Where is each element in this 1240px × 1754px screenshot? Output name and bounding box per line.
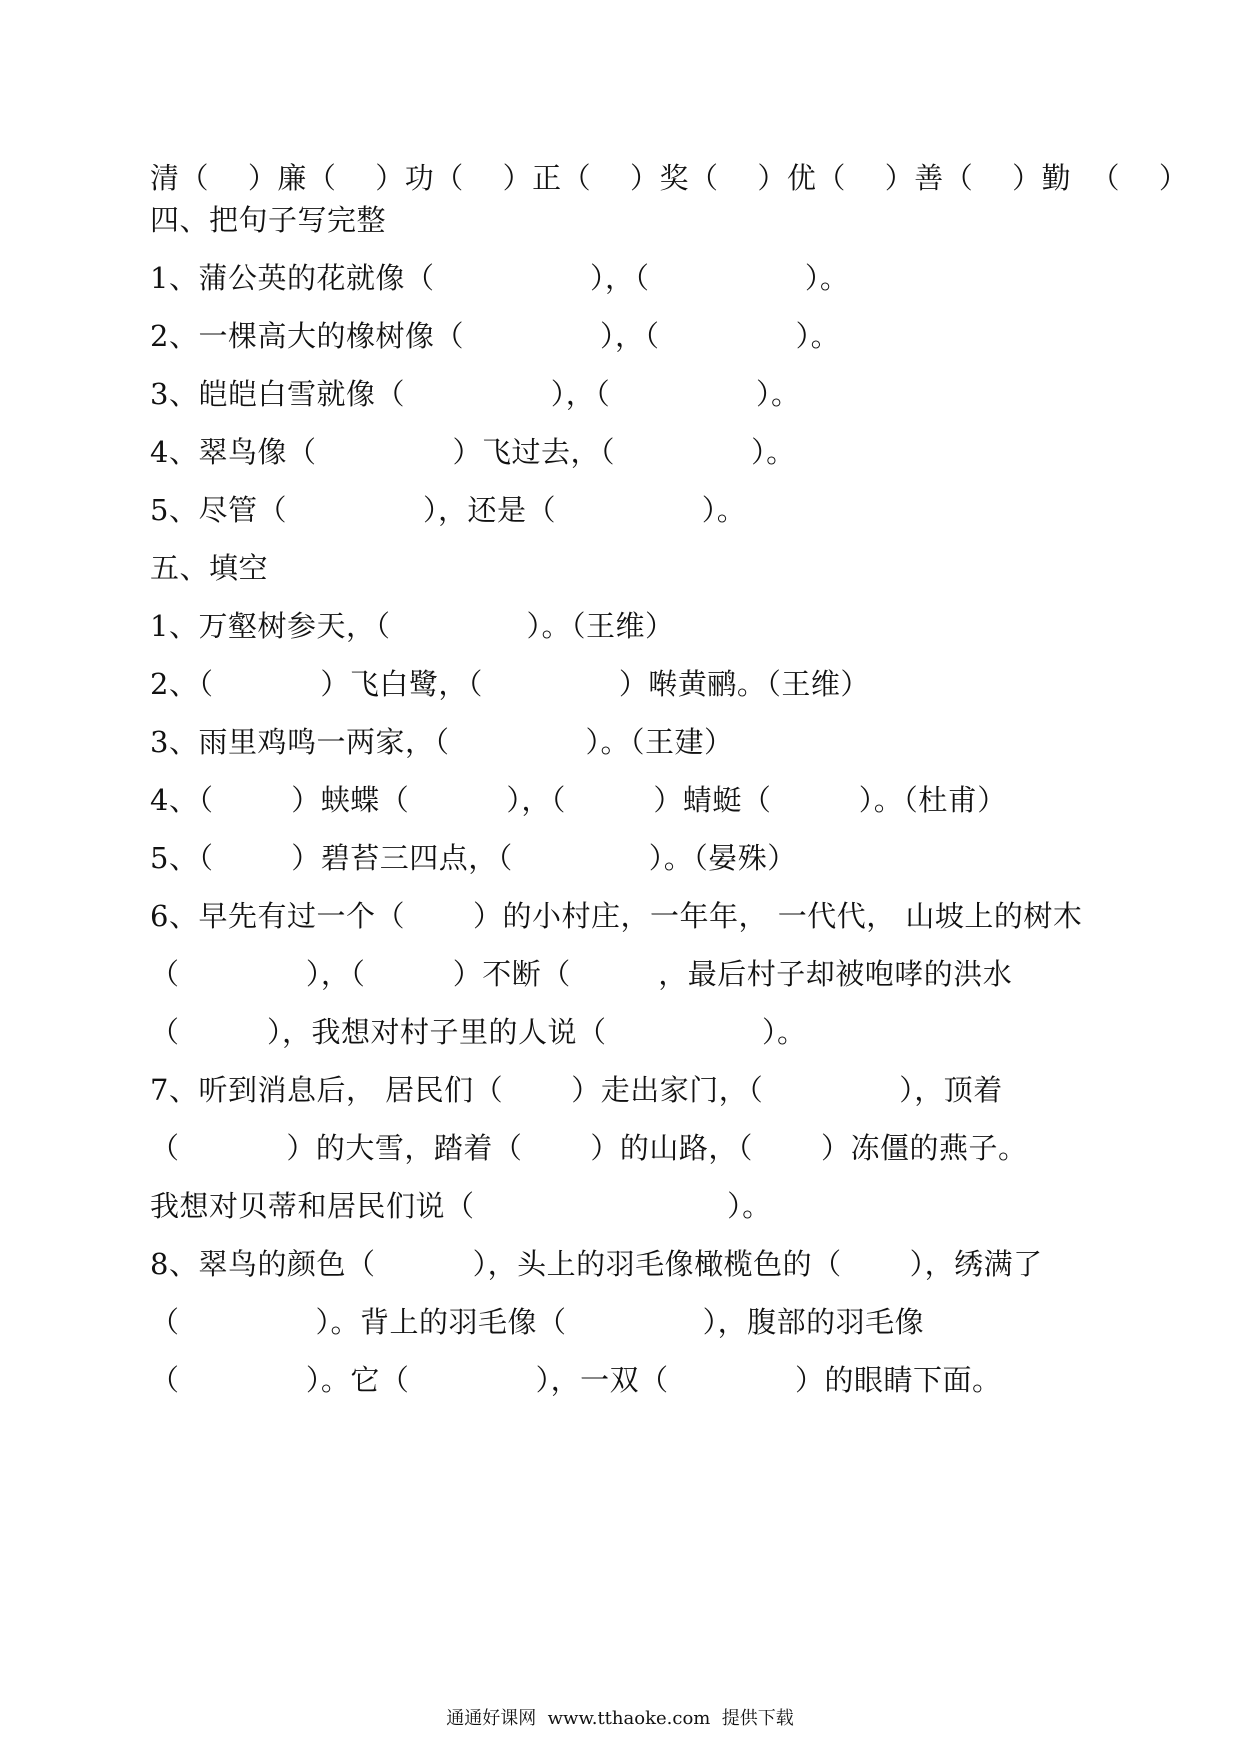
section-five-heading: 五、填空 [150,551,269,585]
fill-item-4: 4、（ ）蛱蝶（ ），（ ）蜻蜓（ ）。（杜甫） [150,783,1007,817]
sentence-item-3: 3、皑皑白雪就像（ ），（ ）。 [150,377,801,411]
idiom-fill-row: 清（ ）廉（ ）功（ ）正（ ）奖（ ）优（ ）善（ ）勤 （ ） [150,161,1189,195]
fill-item-7-line-2: （ ）的大雪，踏着（ ）的山路，（ ）冻僵的燕子。 [150,1131,1028,1165]
fill-item-2: 2、（ ）飞白鹭，（ ）啭黄鹂。（王维） [150,667,870,701]
fill-item-8-line-1: 8、翠鸟的颜色（ ），头上的羽毛像橄榄色的（ ），绣满了 [150,1247,1043,1281]
page-footer: 通通好课网 www.tthaoke.com 提供下载 [446,1708,794,1729]
sentence-item-1: 1、蒲公英的花就像（ ），（ ）。 [150,261,850,295]
fill-item-1: 1、万壑树参天，（ ）。（王维） [150,609,675,643]
fill-item-8-line-2: （ ）。背上的羽毛像（ ），腹部的羽毛像 [150,1305,925,1339]
fill-item-5: 5、（ ）碧苔三四点，（ ）。（晏殊） [150,841,797,875]
fill-item-7-line-1: 7、听到消息后， 居民们（ ）走出家门，（ ），顶着 [150,1073,1003,1107]
fill-item-8-line-3: （ ）。它（ ），一双（ ）的眼睛下面。 [150,1363,1002,1397]
sentence-item-4: 4、翠鸟像（ ）飞过去，（ ）。 [150,435,796,469]
sentence-item-5: 5、尽管（ ），还是（ ）。 [150,493,747,527]
sentence-item-2: 2、一棵高大的橡树像（ ），（ ）。 [150,319,841,353]
fill-item-6-line-2: （ ），（ ）不断（ ，最后村子却被咆哮的洪水 [150,957,1013,991]
fill-item-7-line-3: 我想对贝蒂和居民们说（ ）。 [150,1189,772,1223]
fill-item-6-line-1: 6、早先有过一个（ ）的小村庄，一年年， 一代代， 山坡上的树木 [150,899,1083,933]
fill-item-6-line-3: （ ），我想对村子里的人说（ ）。 [150,1015,807,1049]
section-four-heading: 四、把句子写完整 [150,203,387,237]
fill-item-3: 3、雨里鸡鸣一两家，（ ）。（王建） [150,725,734,759]
